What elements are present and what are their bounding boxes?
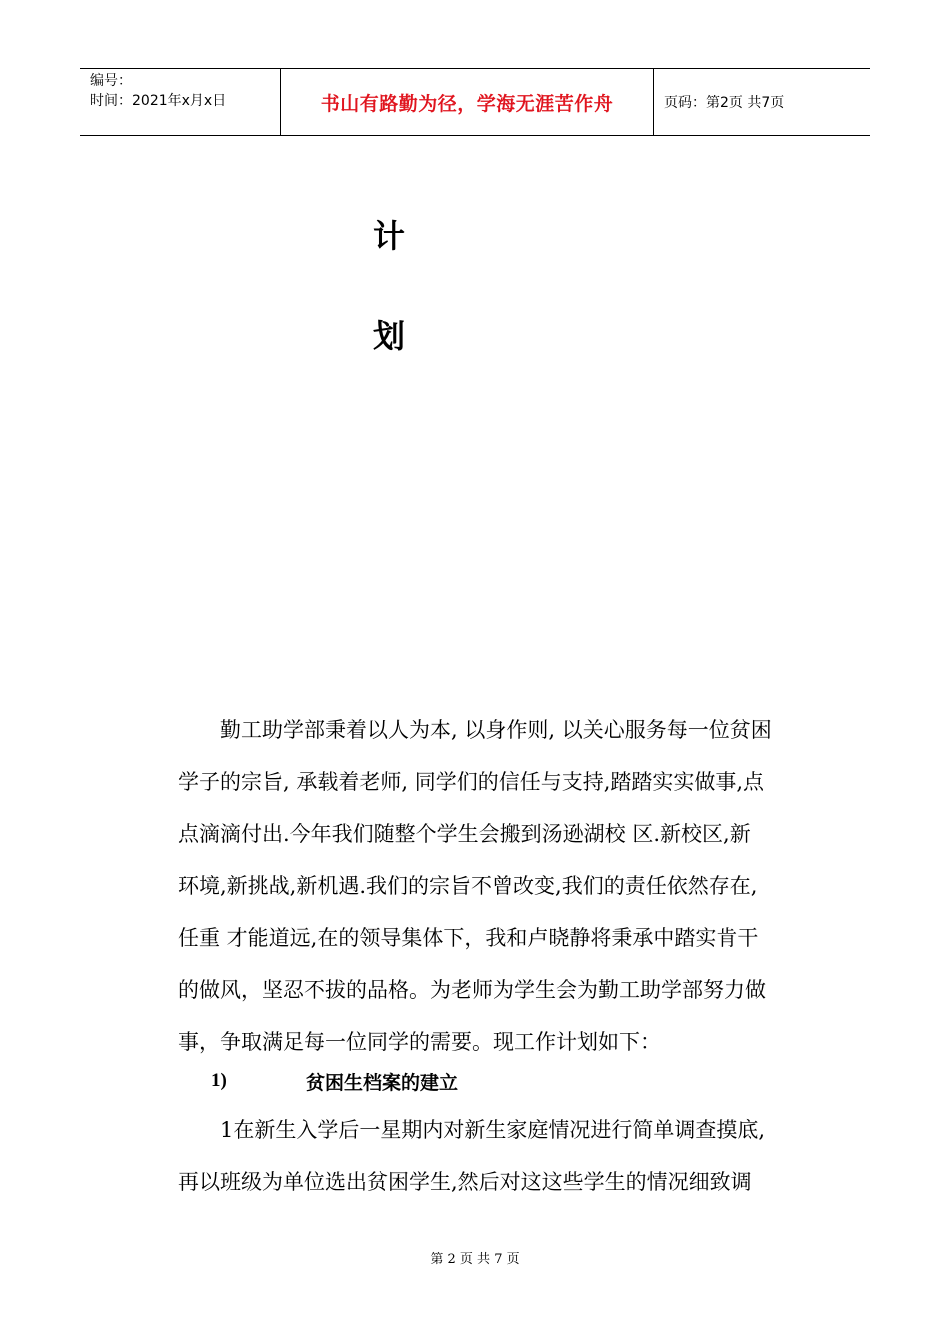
section-paragraph: [178, 1104, 810, 1208]
paragraph-line: 勤工助学部秉着以人为本, 以身作则, 以关心服务每一位贫困: [178, 718, 772, 742]
section-number: 1): [211, 1070, 227, 1091]
document-header: [80, 68, 870, 136]
paragraph-line: 学子的宗旨, 承载着老师, 同学们的信任与支持,踏踏实实做事,点: [178, 770, 765, 794]
header-number-label: 编号：: [90, 73, 132, 89]
intro-paragraph: [178, 704, 810, 1068]
title-char-2: 划: [373, 317, 406, 355]
header-meta-cell: [80, 69, 281, 135]
paragraph-line: 事，争取满足每一位同学的需要。现工作计划如下：: [178, 1030, 661, 1054]
paragraph-line: 点滴滴付出.今年我们随整个学生会搬到汤逊湖校 区.新校区,新: [178, 822, 751, 846]
paragraph-line: 的做风，坚忍不拔的品格。为老师为学生会为勤工助学部努力做: [178, 978, 766, 1002]
header-motto: 书山有路勤为径，学海无涯苦作舟: [281, 69, 654, 135]
paragraph-line: 任重 才能道远,在的领导集体下，我和卢晓静将秉承中踏实肯干: [178, 926, 759, 950]
page-footer: 第 2 页 共 7 页: [430, 1252, 520, 1267]
header-time-label: 时间：2021年x月x日: [90, 93, 227, 109]
paragraph-line: 环境,新挑战,新机遇.我们的宗旨不曾改变,我们的责任依然存在,: [178, 874, 758, 898]
title-char-1: 计: [373, 217, 406, 255]
header-page-info: 页码：第2页 共7页: [664, 95, 785, 111]
paragraph-line: 再以班级为单位选出贫困学生,然后对这这些学生的情况细致调: [178, 1170, 752, 1194]
section-title: 贫困生档案的建立: [306, 1072, 459, 1094]
paragraph-line: 1在新生入学后一星期内对新生家庭情况进行简单调查摸底,: [178, 1118, 766, 1142]
